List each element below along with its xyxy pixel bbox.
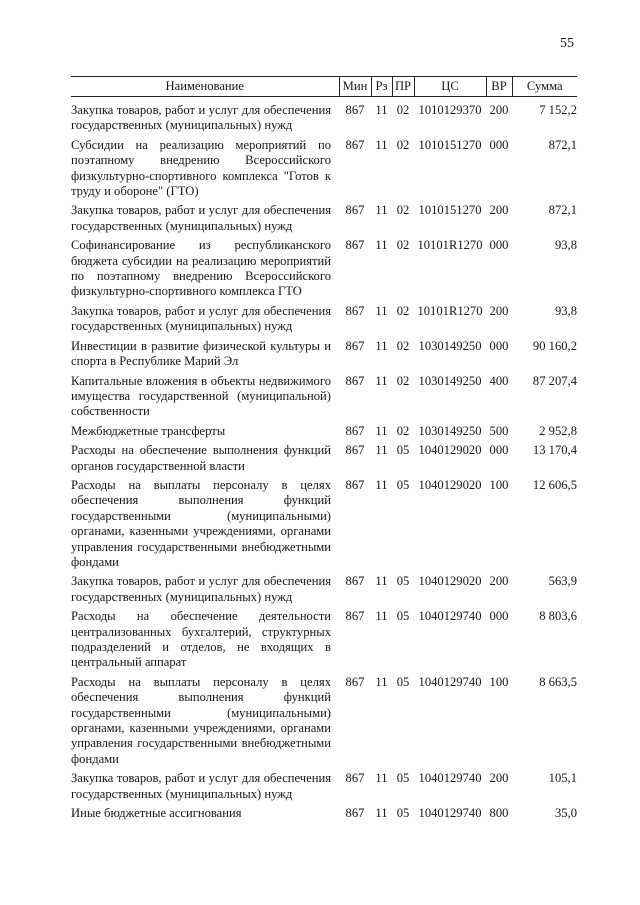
table-row [71,608,577,674]
row-sum: 563,9 [548,574,577,589]
row-rz: 11 [375,303,388,318]
row-sum: 2 952,8 [539,423,577,438]
row-pr: 05 [396,771,410,786]
row-min: 867 [345,609,365,624]
row-name: Софинансирование из республиканского бюджета субсидии на реализацию мероприятий по поэтапному внедрению Всероссийского физкультурно-спортивного комплекса ГТО [71,238,331,299]
row-rz: 11 [375,574,388,589]
row-name: Капитальные вложения в объекты недвижимого имущества государственной (муниципальной) собственности [71,373,331,419]
row-cs: 1010151270 [418,137,482,152]
page-number: 55 [560,36,574,51]
row-name: Расходы на выплаты персоналу в целях обеспечения выполнения функций государственными (муниципальными) органами, казенными учреждениями, органами управления государственными внебюджетными фондами [71,477,331,569]
table-row [71,303,577,338]
row-sum: 872,1 [548,203,577,218]
row-vr: 000 [489,609,509,624]
table-row [71,477,577,573]
row-sum: 872,1 [548,137,577,152]
row-pr: 05 [396,609,410,624]
row-cs: 10101R1270 [417,303,483,318]
row-name: Закупка товаров, работ и услуг для обеспечения государственных (муниципальных) нужд [71,203,331,233]
row-cs: 1040129740 [418,771,482,786]
row-cs: 1040129020 [418,574,482,589]
header-rz: Рз [371,77,392,97]
row-rz: 11 [375,103,388,117]
row-pr: 05 [396,674,410,689]
row-cs: 1030149250 [418,338,482,353]
table-row [71,97,577,137]
row-rz: 11 [375,674,388,689]
row-pr: 02 [396,103,410,117]
row-sum: 12 606,5 [532,477,577,492]
row-vr: 000 [489,338,509,353]
row-vr: 200 [489,103,509,117]
row-sum: 90 160,2 [532,338,577,353]
row-name: Расходы на выплаты персоналу в целях обеспечения выполнения функций государственными (муниципальными) органами, казенными учреждениями, органами управления государственными внебюджетными фондами [71,674,331,766]
table-row [71,423,577,442]
row-rz: 11 [375,137,388,152]
table-row [71,573,577,608]
row-min: 867 [345,238,365,253]
table-row [71,770,577,805]
row-rz: 11 [375,771,388,786]
row-pr: 05 [396,574,410,589]
header-cs: ЦС [414,77,486,97]
header-min: Мин [339,77,371,97]
row-sum: 35,0 [554,806,577,821]
row-pr: 05 [396,443,410,458]
row-sum: 7 152,2 [539,103,577,117]
row-pr: 05 [396,806,410,821]
table-row [71,137,577,203]
budget-table [71,76,577,824]
row-min: 867 [345,137,365,152]
row-vr: 100 [489,477,509,492]
row-min: 867 [345,771,365,786]
row-vr: 200 [489,203,509,218]
row-pr: 02 [396,303,410,318]
row-min: 867 [345,103,365,117]
row-vr: 400 [489,373,509,388]
row-rz: 11 [375,477,388,492]
row-rz: 11 [375,238,388,253]
row-vr: 200 [489,771,509,786]
row-sum: 13 170,4 [532,443,577,458]
row-rz: 11 [375,423,388,438]
row-name: Закупка товаров, работ и услуг для обеспечения государственных (муниципальных) нужд [71,574,331,604]
row-min: 867 [345,203,365,218]
header-name: Наименование [71,77,339,97]
row-sum: 93,8 [554,303,577,318]
row-rz: 11 [375,373,388,388]
table-row [71,338,577,373]
row-name: Расходы на обеспечение выполнения функций органов государственной власти [71,443,331,473]
row-vr: 500 [489,423,509,438]
row-name: Иные бюджетные ассигнования [71,806,242,821]
row-cs: 10101R1270 [417,238,483,253]
table-header-row [71,77,577,97]
row-min: 867 [345,806,365,821]
header-vr: ВР [486,77,512,97]
row-vr: 000 [489,443,509,458]
row-sum: 93,8 [554,238,577,253]
row-name: Межбюджетные трансферты [71,423,226,438]
row-vr: 000 [489,137,509,152]
table-row [71,805,577,824]
row-min: 867 [345,423,365,438]
row-pr: 05 [396,477,410,492]
row-min: 867 [345,338,365,353]
row-cs: 1040129740 [418,806,482,821]
header-sum: Сумма [512,77,577,97]
row-vr: 100 [489,674,509,689]
row-rz: 11 [375,338,388,353]
row-vr: 200 [489,303,509,318]
row-min: 867 [345,477,365,492]
row-name: Закупка товаров, работ и услуг для обеспечения государственных (муниципальных) нужд [71,303,331,334]
table-row [71,373,577,423]
row-pr: 02 [396,373,410,388]
row-min: 867 [345,443,365,458]
row-cs: 1010151270 [418,203,482,218]
row-name: Закупка товаров, работ и услуг для обеспечения государственных (муниципальных) нужд [71,771,331,801]
row-vr: 000 [489,238,509,253]
row-min: 867 [345,574,365,589]
row-cs: 1030149250 [418,373,482,388]
table-row [71,674,577,770]
row-name: Закупка товаров, работ и услуг для обеспечения государственных (муниципальных) нужд [71,103,331,133]
row-pr: 02 [396,238,410,253]
row-cs: 1010129370 [418,103,482,117]
row-cs: 1040129740 [418,609,482,624]
header-pr: ПР [392,77,414,97]
row-pr: 02 [396,203,410,218]
row-rz: 11 [375,806,388,821]
row-rz: 11 [375,203,388,218]
row-sum: 8 803,6 [539,609,577,624]
row-min: 867 [345,674,365,689]
row-sum: 87 207,4 [532,373,577,388]
row-min: 867 [345,303,365,318]
row-cs: 1040129020 [418,443,482,458]
row-sum: 105,1 [548,771,577,786]
row-sum: 8 663,5 [539,674,577,689]
row-min: 867 [345,373,365,388]
row-pr: 02 [396,137,410,152]
row-name: Инвестиции в развитие физической культуры и спорта в Республике Марий Эл [71,338,331,369]
row-cs: 1040129020 [418,477,482,492]
table-row [71,202,577,237]
row-rz: 11 [375,443,388,458]
table-row [71,442,577,477]
table-row [71,237,577,303]
row-cs: 1040129740 [418,674,482,689]
row-rz: 11 [375,609,388,624]
row-vr: 200 [489,574,509,589]
row-vr: 800 [489,806,509,821]
row-name: Субсидии на реализацию мероприятий по поэтапному внедрению Всероссийского физкультурно-спортивного комплекса "Готов к труду и обороне" (ГТО) [71,137,331,199]
row-name: Расходы на обеспечение деятельности централизованных бухгалтерий, структурных подразделений и отделов, не входящих в центральный аппарат [71,609,331,670]
row-pr: 02 [396,338,410,353]
row-cs: 1030149250 [418,423,482,438]
row-pr: 02 [396,423,410,438]
